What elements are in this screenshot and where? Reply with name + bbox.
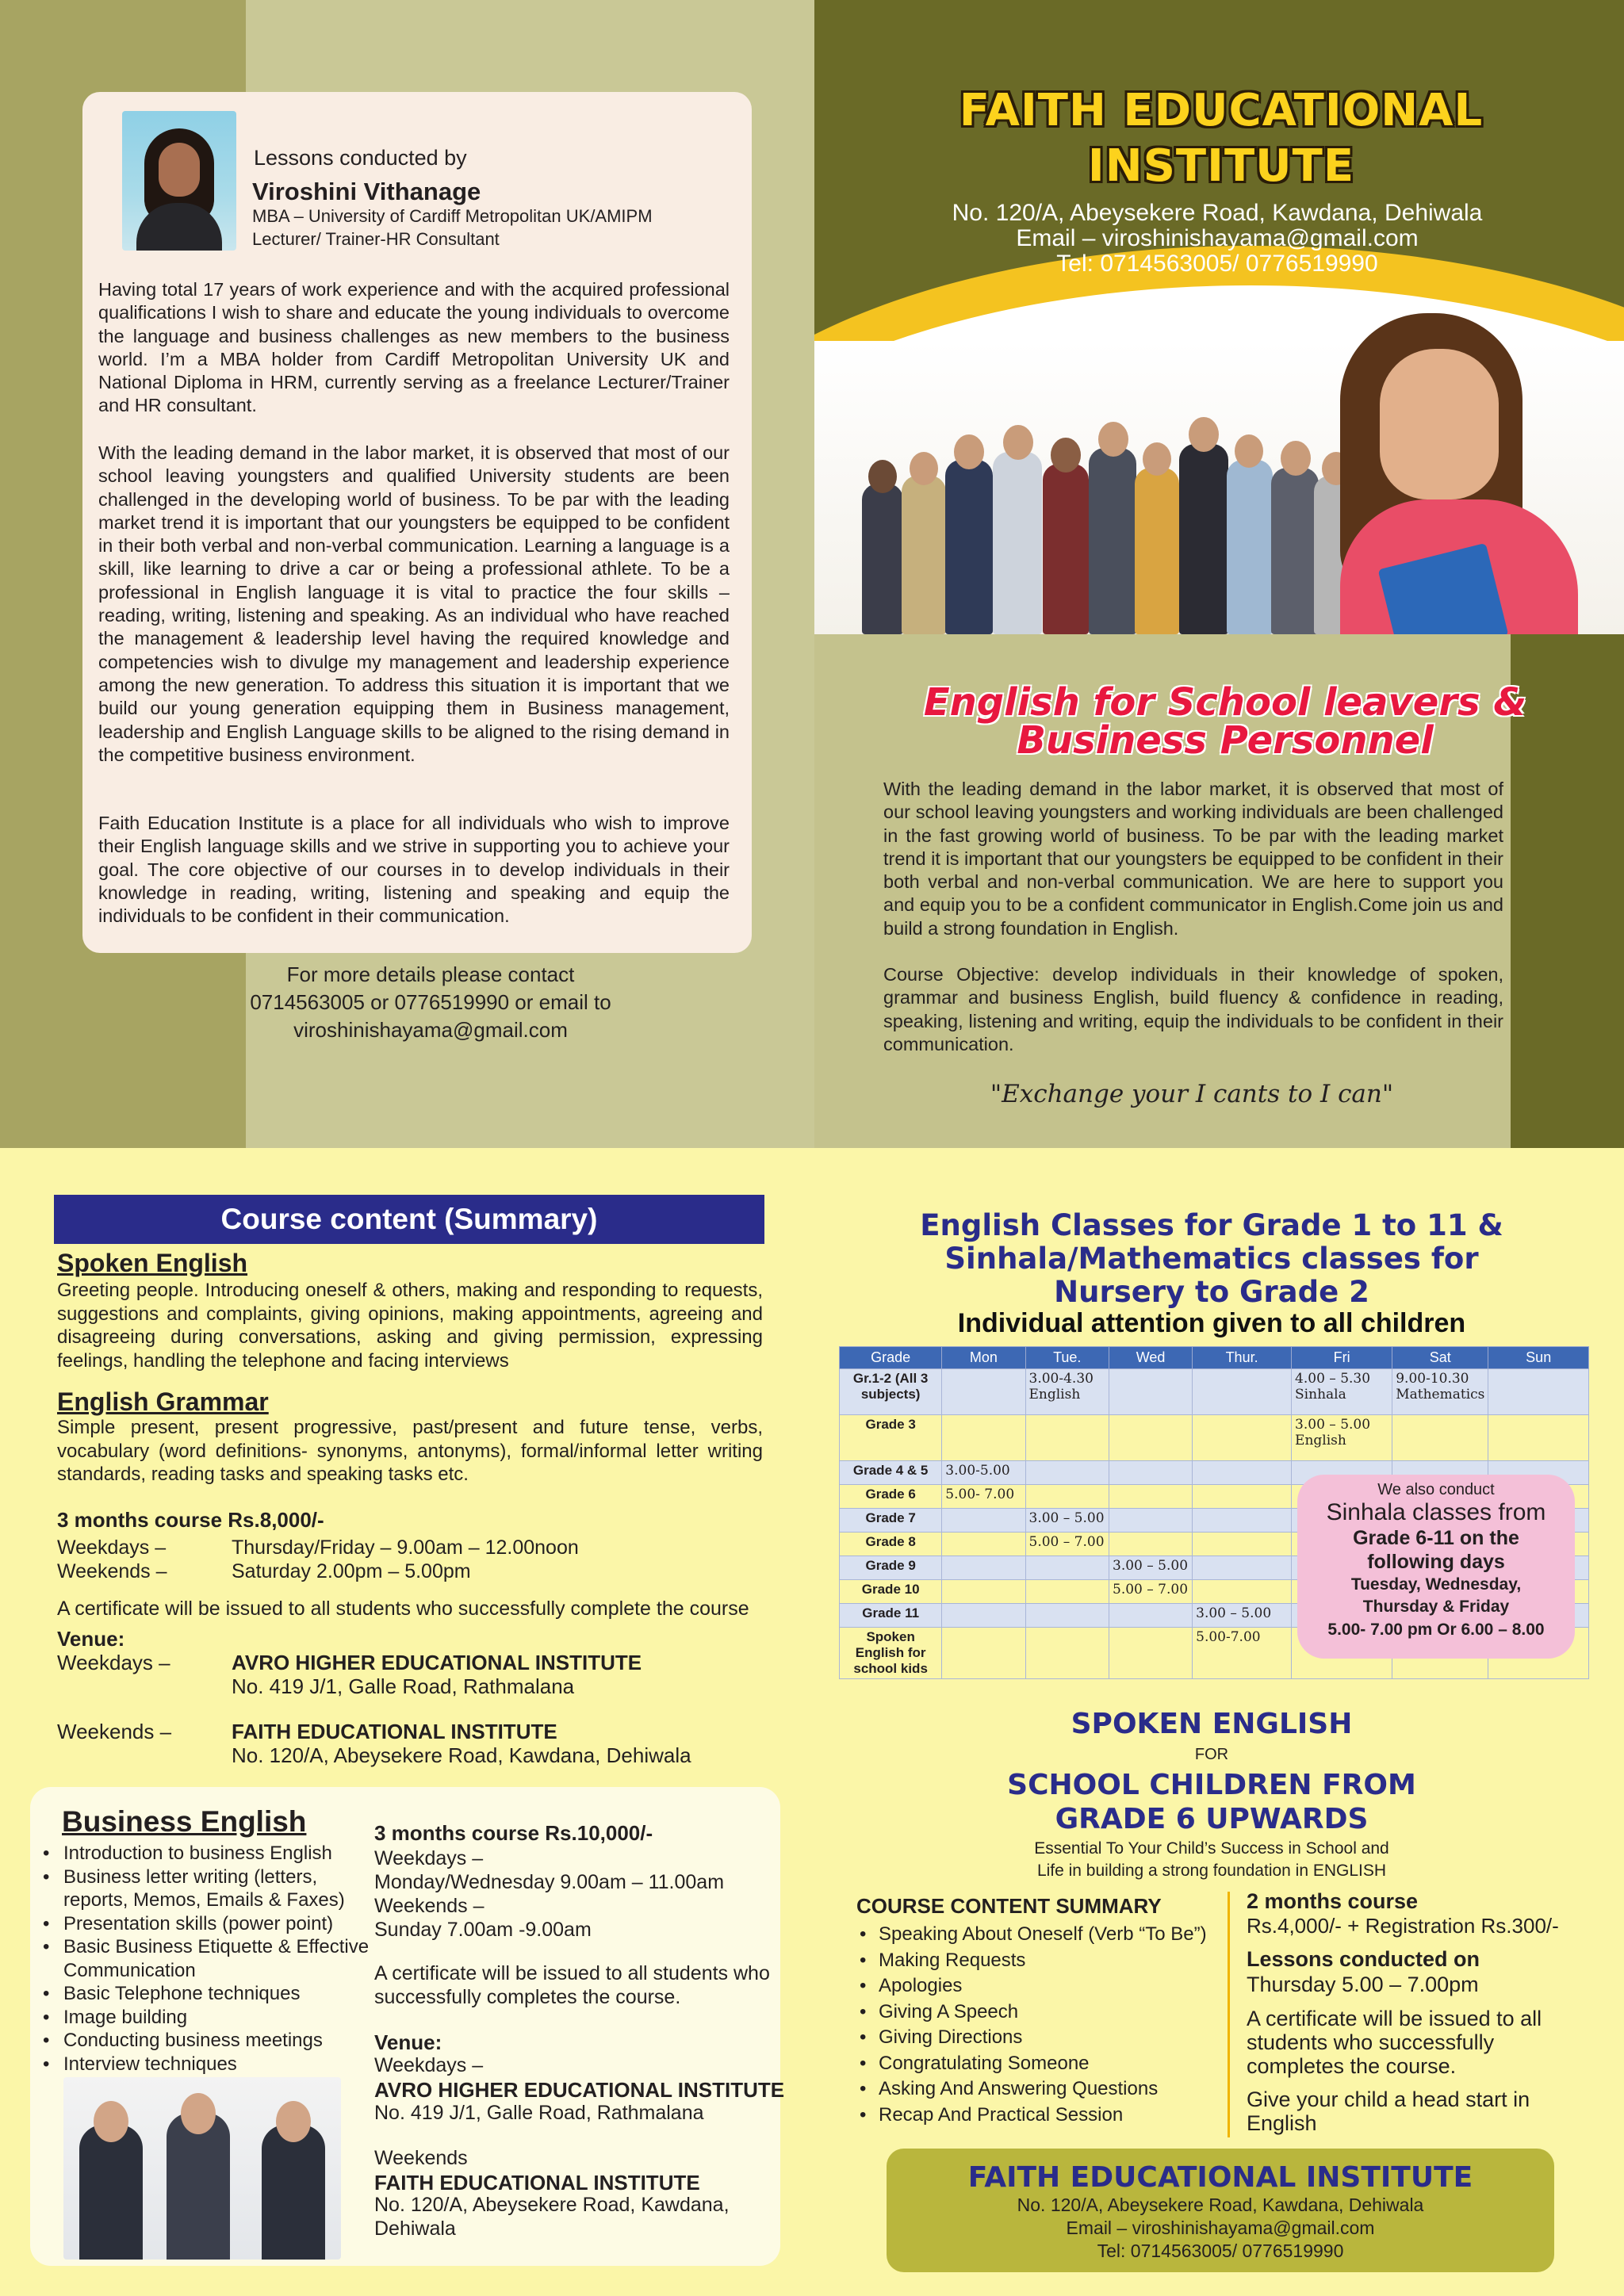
table-cell xyxy=(1193,1485,1292,1509)
business-course-fee: 3 months course Rs.10,000/- xyxy=(374,1821,653,1845)
venue-weekdays-name: AVRO HIGHER EDUCATIONAL INSTITUTE xyxy=(232,1651,642,1674)
venue-heading: Venue: xyxy=(57,1627,125,1651)
institute-title-line: INSTITUTE xyxy=(1087,140,1355,192)
bio-paragraph: Having total 17 years of work experience and with the acquired professional qualifications I wish to share and educate the young individuals to overcome the language and business challenges as new members to the business world. I’m a MBA holder from Cardiff Metropolitan University UK and National Diploma in HRM, currently serving as a freelance Lecturer/Trainer and HR consultant. xyxy=(98,279,730,416)
head-start-note: Give your child a head start in English xyxy=(1247,2087,1530,2135)
promo-heading-line: English for School leavers & xyxy=(923,680,1527,725)
table-cell: 5.00- 7.00 xyxy=(942,1485,1025,1509)
list-item: • Interview techniques xyxy=(40,2053,373,2076)
table-cell: Grade 4 & 5 xyxy=(840,1461,942,1485)
table-cell xyxy=(1025,1485,1109,1509)
venue-weekends-address: No. 120/A, Abeysekere Road, Kawdana, Dehiwala xyxy=(232,1743,691,1767)
tagline: "Exchange your I cants to I can" xyxy=(990,1080,1394,1108)
certificate-note: A certificate will be issued to all students who successfully complete the course xyxy=(57,1598,749,1620)
table-cell: Grade 8 xyxy=(840,1533,942,1556)
table-cell xyxy=(1193,1461,1292,1485)
promo-paragraph: With the leading demand in the labor market, it is observed that most of our school leaving youngsters and working individuals are been challenged in the fast growing world of business. To be par with the leading market trend it is important that our youngsters be equipped to be confident in their both verbal and non-verbal communication. We are here to support you and equip you to be a confident communicator in English.Come join us and build a strong foundation in English. xyxy=(883,779,1503,939)
venue-weekends-name: FAITH EDUCATIONAL INSTITUTE xyxy=(232,1720,557,1743)
venue-weekdays-address: No. 419 J/1, Galle Road, Rathmalana xyxy=(232,1674,575,1698)
spoken-english-title: SPOKEN ENGLISH xyxy=(1071,1708,1353,1740)
business-handshake-photo xyxy=(63,2077,341,2260)
footer-institute-name: FAITH EDUCATIONAL INSTITUTE xyxy=(967,2161,1473,2194)
column-header: Mon xyxy=(942,1347,1025,1369)
table-cell xyxy=(1193,1415,1292,1461)
table-cell: 3.00 – 5.00 xyxy=(1109,1556,1193,1580)
certificate-note: A certificate will be issued to all students who successfully completes the course. xyxy=(374,1962,770,2008)
business-english-heading: Business English xyxy=(62,1805,307,1838)
table-cell xyxy=(1109,1604,1193,1628)
table-cell: 3.00 – 5.00 xyxy=(1025,1509,1109,1533)
teacher-credential: MBA – University of Cardiff Metropolitan UK/AMIPM xyxy=(252,206,653,226)
table-cell: Grade 9 xyxy=(840,1556,942,1580)
course-fee: 3 months course Rs.8,000/- xyxy=(57,1508,324,1532)
sinhala-line: Grade 6-11 on the xyxy=(1353,1527,1519,1549)
sinhala-line: We also conduct xyxy=(1377,1481,1495,1498)
table-cell xyxy=(942,1580,1025,1604)
classes-subheading: Individual attention given to all children xyxy=(957,1308,1466,1338)
classes-heading-line: Nursery to Grade 2 xyxy=(1054,1275,1369,1309)
table-cell: 5.00 – 7.00 xyxy=(1025,1533,1109,1556)
promo-heading xyxy=(872,680,1578,763)
contact-phones: 0714563005 or 0776519990 or email to xyxy=(250,990,611,1014)
footer-email: Email – viroshinishayama@gmail.com xyxy=(1066,2218,1375,2238)
table-cell xyxy=(942,1556,1025,1580)
table-cell: Grade 11 xyxy=(840,1604,942,1628)
course-content-summary-list xyxy=(856,1922,1207,2128)
list-item: • Making Requests xyxy=(856,1948,1207,1974)
lessons-time: Thursday 5.00 – 7.00pm xyxy=(1247,1973,1479,1996)
sinhala-line: Tuesday, Wednesday, xyxy=(1350,1575,1522,1594)
column-header: Wed xyxy=(1109,1347,1193,1369)
spoken-audience-title xyxy=(879,1768,1545,1836)
list-item: • Introduction to business English xyxy=(40,1842,373,1866)
table-cell xyxy=(1488,1415,1589,1461)
institute-address: No. 120/A, Abeysekere Road, Kawdana, Dehiwala xyxy=(952,200,1483,226)
list-item: • Giving A Speech xyxy=(856,1999,1207,2026)
venue-weekends-address: No. 120/A, Abeysekere Road, Kawdana, Dehiwala xyxy=(374,2194,730,2240)
spoken-description-line: Essential To Your Child’s Success in School and xyxy=(1034,1839,1389,1858)
table-cell xyxy=(942,1533,1025,1556)
timetable-header-row xyxy=(840,1347,1589,1369)
weekdays-label: Weekdays – xyxy=(57,1536,167,1559)
venue-weekends-label: Weekends xyxy=(374,2147,468,2169)
table-cell xyxy=(1109,1628,1193,1679)
weekdays-label: Weekdays – xyxy=(374,1847,484,1869)
spoken-english-text: Greeting people. Introducing oneself & others, making and responding to requests, suggestions and complaints, giving opinions, making appointments, agreeing and disagreeing during conversations, asking and giving permission, expressing feelings, handling the telephone and facing interviews xyxy=(57,1280,763,1372)
column-header: Grade xyxy=(840,1347,942,1369)
spoken-for: FOR xyxy=(1194,1746,1229,1763)
table-cell xyxy=(942,1415,1025,1461)
spoken-description xyxy=(879,1838,1545,1882)
table-cell xyxy=(1193,1580,1292,1604)
column-header: Sat xyxy=(1392,1347,1488,1369)
weekends-schedule: Sunday 7.00am -9.00am xyxy=(374,1919,592,1941)
institute-email: Email – viroshinishayama@gmail.com xyxy=(1016,225,1419,251)
list-item: • Conducting business meetings xyxy=(40,2029,373,2053)
venue-heading: Venue: xyxy=(374,2030,442,2054)
weekends-label: Weekends – xyxy=(57,1560,167,1582)
table-cell: Gr.1-2 (All 3 subjects) xyxy=(840,1369,942,1415)
table-cell: Grade 3 xyxy=(840,1415,942,1461)
table-cell: 4.00 – 5.30 Sinhala xyxy=(1292,1369,1392,1415)
list-item: • Image building xyxy=(40,2006,373,2030)
list-item: • Giving Directions xyxy=(856,2025,1207,2051)
contact-email: viroshinishayama@gmail.com xyxy=(293,1018,568,1042)
institute-contact xyxy=(880,201,1554,277)
spoken-course-duration: 2 months course xyxy=(1247,1889,1419,1913)
table-row xyxy=(840,1415,1589,1461)
list-item: • Apologies xyxy=(856,1973,1207,1999)
footer-address: No. 120/A, Abeysekere Road, Kawdana, Dehiwala xyxy=(1017,2195,1424,2215)
teacher-photo xyxy=(122,111,236,251)
table-cell xyxy=(942,1604,1025,1628)
english-grammar-text: Simple present, present progressive, past/present and future tense, verbs, vocabulary (word definitions- synonyms, antonyms), formal/informal letter writing standards, reading tasks and speaking tasks etc. xyxy=(57,1417,763,1485)
venue-weekdays-address: No. 419 J/1, Galle Road, Rathmalana xyxy=(374,2102,704,2124)
sinhala-line: Thursday & Friday xyxy=(1362,1598,1510,1616)
table-cell: 9.00-10.30 Mathematics xyxy=(1392,1369,1488,1415)
classes-heading-line: English Classes for Grade 1 to 11 & xyxy=(920,1208,1503,1242)
table-cell xyxy=(1109,1509,1193,1533)
table-cell: 3.00 – 5.00 English xyxy=(1292,1415,1392,1461)
institute-title-line: FAITH EDUCATIONAL xyxy=(959,85,1484,136)
divider xyxy=(1228,1892,1230,2137)
column-header: Fri xyxy=(1292,1347,1392,1369)
classes-heading-line: Sinhala/Mathematics classes for xyxy=(944,1242,1479,1276)
contact-line: For more details please contact xyxy=(286,962,575,986)
table-cell xyxy=(942,1509,1025,1533)
course-content-summary-heading: COURSE CONTENT SUMMARY xyxy=(856,1894,1162,1918)
list-item: • Speaking About Oneself (Verb “To Be”) xyxy=(856,1922,1207,1948)
table-cell xyxy=(1025,1461,1109,1485)
lessons-by-label: Lessons conducted by xyxy=(254,146,467,170)
classes-heading xyxy=(879,1209,1545,1309)
venue-weekdays-label: Weekdays – xyxy=(374,2054,484,2076)
teacher-name: Viroshini Vithanage xyxy=(252,178,481,205)
table-cell xyxy=(1488,1369,1589,1415)
table-row xyxy=(840,1369,1589,1415)
venue-weekdays-name: AVRO HIGHER EDUCATIONAL INSTITUTE xyxy=(374,2078,785,2102)
certificate-note: A certificate will be issued to all students who successfully completes the course. xyxy=(1247,2007,1542,2078)
list-item: • Recap And Practical Session xyxy=(856,2103,1207,2129)
spoken-audience-line: SCHOOL CHILDREN FROM xyxy=(1007,1769,1416,1801)
teacher-role: Lecturer/ Trainer-HR Consultant xyxy=(252,229,500,249)
weekends-schedule: Saturday 2.00pm – 5.00pm xyxy=(232,1560,471,1582)
table-cell xyxy=(1025,1415,1109,1461)
list-item: • Business letter writing (letters, reports, Memos, Emails & Faxes) xyxy=(40,1866,373,1912)
list-item: • Basic Business Etiquette & Effective Communication xyxy=(40,1935,373,1982)
list-item: • Asking And Answering Questions xyxy=(856,2076,1207,2103)
table-cell xyxy=(1025,1580,1109,1604)
table-cell: 3.00-5.00 xyxy=(942,1461,1025,1485)
spoken-audience-line: GRADE 6 UPWARDS xyxy=(1055,1803,1369,1835)
institute-tel: Tel: 0714563005/ 0776519990 xyxy=(1056,251,1378,277)
table-cell: Grade 6 xyxy=(840,1485,942,1509)
table-cell: 3.00-4.30 English xyxy=(1025,1369,1109,1415)
bio-paragraph: Faith Education Institute is a place for all individuals who wish to improve their English language skills and we strive in supporting you to achieve your goal. The core objective of our courses in to develop individuals in their knowledge in reading, writing, listening and speaking and equip the individuals to be confident in their communication. xyxy=(98,813,730,927)
venue-weekends-name: FAITH EDUCATIONAL INSTITUTE xyxy=(374,2171,700,2195)
table-cell: Grade 10 xyxy=(840,1580,942,1604)
sinhala-line: Sinhala classes from xyxy=(1326,1499,1546,1525)
english-grammar-heading: English Grammar xyxy=(57,1387,269,1416)
institute-title xyxy=(856,83,1586,194)
table-cell: Spoken English for school kids xyxy=(840,1628,942,1679)
course-content-banner: Course content (Summary) xyxy=(54,1195,764,1244)
column-header: Sun xyxy=(1488,1347,1589,1369)
bio-paragraph: With the leading demand in the labor market, it is observed that most of our school leaving youngsters and qualified University students are been challenged in the developing world of business. To be par with the leading market trend it is important that our youngsters be equipped to be confident in their both verbal and non-verbal communication. Learning a language is a skill, like learning to drive a car or being a professional athlete. To be a professional in English language it is vital to practice the four skills – reading, writing, listening and speaking. As an individual who have reached the management & leadership level having the required knowledge and competencies wish to divulge my management and leadership experience among the new generation. To address this situation it is important that we build our young generation equipping them in Business management, leadership and English Language skills to be aligned to the rising demand in the competitive business environment. xyxy=(98,442,730,765)
lessons-conducted-heading: Lessons conducted on xyxy=(1247,1947,1480,1971)
table-cell xyxy=(1193,1556,1292,1580)
student-face xyxy=(1380,349,1499,499)
table-cell: 5.00-7.00 xyxy=(1193,1628,1292,1679)
list-item: • Basic Telephone techniques xyxy=(40,1982,373,2006)
spoken-description-line: Life in building a strong foundation in ENGLISH xyxy=(1036,1862,1387,1880)
table-cell xyxy=(942,1628,1025,1679)
table-cell xyxy=(1109,1415,1193,1461)
spoken-english-heading: Spoken English xyxy=(57,1249,248,1277)
table-cell xyxy=(1025,1604,1109,1628)
table-cell xyxy=(1025,1628,1109,1679)
footer-tel: Tel: 0714563005/ 0776519990 xyxy=(1097,2241,1344,2261)
weekdays-schedule: Thursday/Friday – 9.00am – 12.00noon xyxy=(232,1536,579,1559)
course-objective: Course Objective: develop individuals in their knowledge of spoken, grammar and business English, build fluency & confidence in reading, speaking, listening and writing, equip the individuals to be confident in their communication. xyxy=(883,964,1503,1054)
table-cell xyxy=(1109,1369,1193,1415)
table-cell xyxy=(1193,1509,1292,1533)
weekends-label: Weekends – xyxy=(374,1895,485,1917)
sinhala-line: following days xyxy=(1367,1551,1505,1573)
table-cell xyxy=(1193,1533,1292,1556)
venue-weekdays-label: Weekdays – xyxy=(57,1651,170,1674)
sinhala-line: 5.00- 7.00 pm Or 6.00 – 8.00 xyxy=(1327,1621,1545,1639)
sinhala-classes-badge xyxy=(1297,1475,1575,1659)
weekdays-schedule: Monday/Wednesday 9.00am – 11.00am xyxy=(374,1871,725,1893)
table-cell xyxy=(1392,1415,1488,1461)
footer-box xyxy=(887,2149,1554,2272)
table-cell: Grade 7 xyxy=(840,1509,942,1533)
list-item: • Congratulating Someone xyxy=(856,2051,1207,2077)
table-cell xyxy=(1025,1556,1109,1580)
table-cell xyxy=(942,1369,1025,1415)
table-cell: 3.00 – 5.00 xyxy=(1193,1604,1292,1628)
venue-weekends-label: Weekends – xyxy=(57,1720,172,1743)
column-header: Thur. xyxy=(1193,1347,1292,1369)
table-cell: 5.00 – 7.00 xyxy=(1109,1580,1193,1604)
table-cell xyxy=(1109,1533,1193,1556)
table-cell xyxy=(1109,1485,1193,1509)
table-cell xyxy=(1193,1369,1292,1415)
promo-heading-line: Business Personnel xyxy=(1017,718,1434,763)
list-item: • Presentation skills (power point) xyxy=(40,1912,373,1936)
column-header: Tue. xyxy=(1025,1347,1109,1369)
table-cell xyxy=(1109,1461,1193,1485)
contact-block xyxy=(198,961,663,1044)
spoken-course-fee: Rs.4,000/- + Registration Rs.300/- xyxy=(1247,1914,1559,1938)
business-english-list xyxy=(40,1842,373,2076)
